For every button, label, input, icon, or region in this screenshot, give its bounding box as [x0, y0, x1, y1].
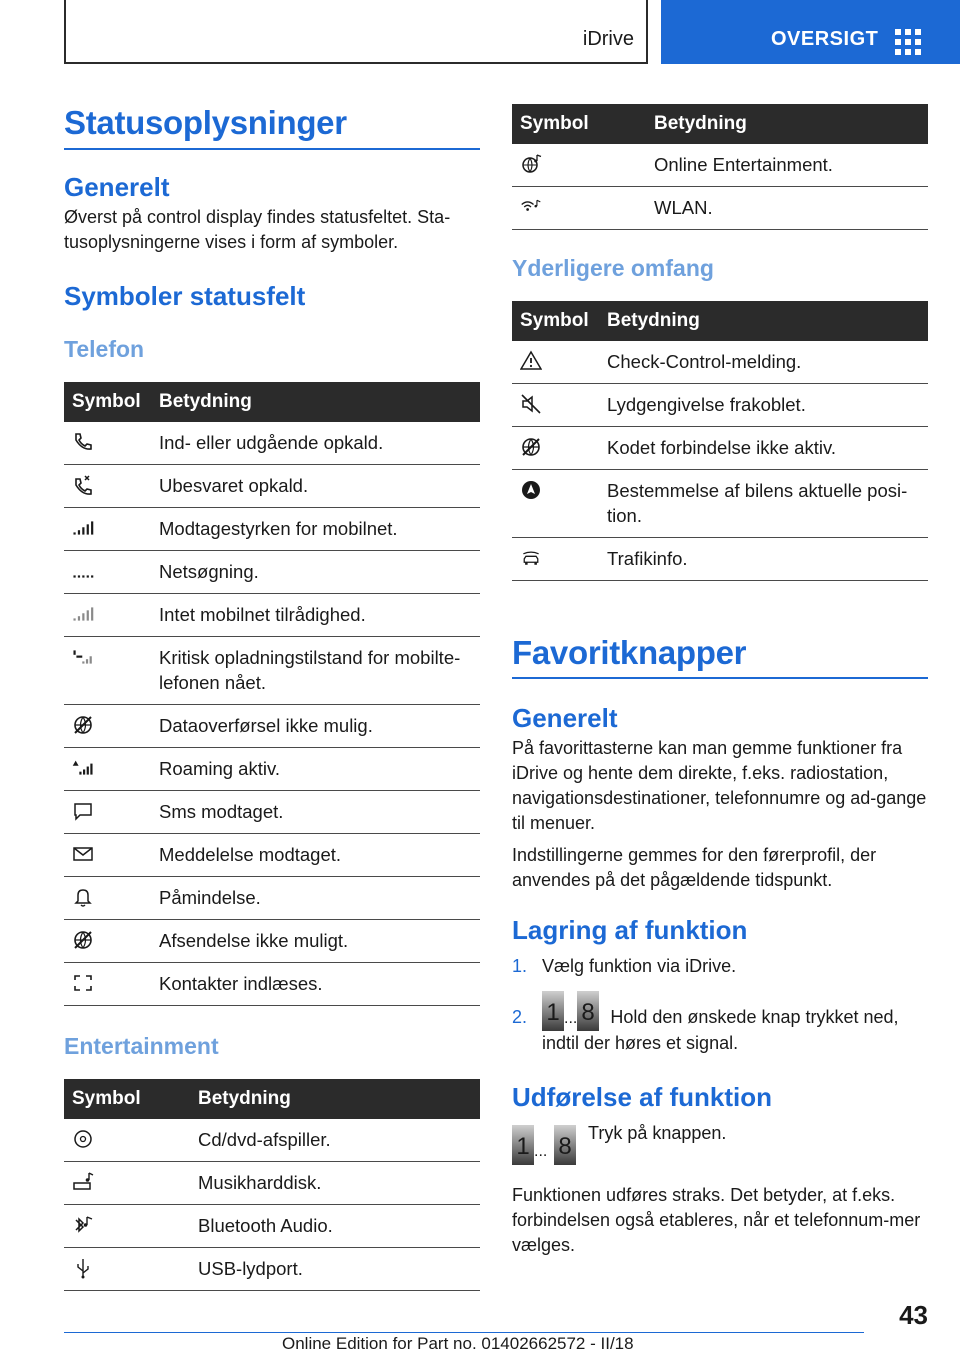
row-text: Bluetooth Audio.: [190, 1205, 480, 1248]
row-text: Kodet forbindelse ikke aktiv.: [599, 427, 928, 470]
step-number: 1.: [512, 956, 528, 976]
table-row: [64, 1205, 480, 1248]
mute-icon: [520, 393, 542, 415]
row-text: Intet mobilnet tilrådighed.: [151, 594, 480, 637]
no-network-icon: [72, 603, 94, 625]
row-text: Ubesvaret opkald.: [151, 465, 480, 508]
table-header-row: [512, 301, 928, 341]
right-column: [512, 104, 928, 1258]
row-text: Kontakter indlæses.: [151, 963, 480, 1006]
table-row: [64, 748, 480, 791]
location-icon: [520, 479, 542, 501]
generelt-text: Øverst på control display findes statusfeltet. Sta-tusoplysningerne vises i form af symboler.: [64, 207, 451, 252]
udforelse-heading: Udførelse af funktion: [512, 1082, 773, 1112]
generelt-heading: Generelt: [64, 172, 170, 202]
table-row: [512, 341, 928, 384]
col-meaning: Betydning: [646, 104, 928, 144]
missed-call-icon: [72, 474, 94, 496]
button-first-label: 1: [546, 999, 560, 1026]
symboler-heading: Symboler statusfelt: [64, 281, 306, 311]
low-battery-icon: [72, 646, 94, 668]
table-row: [64, 1162, 480, 1205]
table-row: [64, 1119, 480, 1162]
table-row: [64, 422, 480, 465]
entertainment-heading: Entertainment: [64, 1033, 219, 1059]
table-row: [64, 465, 480, 508]
page-number: 43: [899, 1300, 928, 1330]
row-text: Netsøgning.: [151, 551, 480, 594]
wlan-icon: [520, 196, 542, 218]
table-row: [64, 705, 480, 748]
usb-icon: [72, 1257, 94, 1279]
row-text: Lydgengivelse frakoblet.: [599, 384, 928, 427]
page-title: Statusoplysninger: [64, 100, 480, 150]
list-item: [512, 991, 928, 1056]
table-header-row: [64, 1079, 480, 1119]
hard-disk-icon: [72, 1171, 94, 1193]
row-text: Afsendelse ikke muligt.: [151, 920, 480, 963]
row-text: Meddelelse modtaget.: [151, 834, 480, 877]
row-text: Bestemmelse af bilens aktuelle posi-tion.: [599, 470, 928, 538]
col-meaning: Betydning: [190, 1079, 480, 1119]
tab-idrive-label: iDrive: [582, 28, 634, 50]
udforelse-text: Tryk på knappen.: [588, 1123, 727, 1143]
table-row: [64, 637, 480, 705]
col-symbol: Symbol: [512, 301, 599, 341]
tab-overview-label: OVERSIGT: [771, 28, 879, 50]
send-failed-icon: [72, 929, 94, 951]
table-row: [64, 1248, 480, 1291]
table-row: [64, 877, 480, 920]
row-text: Cd/dvd-afspiller.: [190, 1119, 480, 1162]
row-text: Påmindelse.: [151, 877, 480, 920]
col-symbol: Symbol: [64, 382, 151, 422]
bluetooth-audio-icon: [72, 1214, 94, 1236]
network-search-icon: [72, 560, 94, 582]
entertainment-continued-table: [512, 104, 928, 230]
bell-icon: [72, 886, 94, 908]
col-meaning: Betydning: [599, 301, 928, 341]
button-last-label: 8: [581, 999, 596, 1026]
button-ellipsis: ...: [534, 1143, 548, 1160]
table-row: [512, 144, 928, 187]
row-text: Modtagestyrken for mobilnet.: [151, 508, 480, 551]
favorite-button-8-icon: [554, 1125, 576, 1165]
favorite-button-8-icon: [577, 991, 599, 1031]
favorit-title: Favoritknapper: [512, 634, 928, 679]
table-header-row: [512, 104, 928, 144]
table-row: [512, 470, 928, 538]
row-text: Trafikinfo.: [599, 538, 928, 581]
telefon-table: [64, 382, 480, 1006]
step-text: Vælg funktion via iDrive.: [542, 956, 737, 976]
code-disabled-icon: [520, 436, 542, 458]
fav-generelt-p1: På favorittasterne kan man gemme funktioner fra iDrive og hente dem direkte, f.eks. radiostation, navigationsdestinationer, telefonnumre og ad-gange til menuer.: [512, 738, 927, 833]
table-row: [512, 384, 928, 427]
table-row: [64, 963, 480, 1006]
table-row: [64, 834, 480, 877]
favorite-button-1-icon: [512, 1125, 534, 1165]
phone-call-icon: [72, 431, 94, 453]
telefon-heading: Telefon: [64, 336, 145, 362]
yderligere-table: [512, 301, 928, 581]
row-text: Check-Control-melding.: [599, 341, 928, 384]
button-ellipsis: ...: [564, 1010, 578, 1027]
udforelse-block: [512, 1125, 928, 1169]
fav-generelt-p2: Indstillingerne gemmes for den førerprofil, der anvendes på det pågældende tidspunkt.: [512, 845, 877, 890]
row-text: Ind- eller udgående opkald.: [151, 422, 480, 465]
row-text: USB-lydport.: [190, 1248, 480, 1291]
col-symbol: Symbol: [512, 104, 646, 144]
table-row: [64, 551, 480, 594]
traffic-info-icon: [520, 547, 542, 569]
tab-overview[interactable]: [661, 0, 960, 64]
list-item: [512, 954, 928, 979]
tab-idrive[interactable]: [64, 0, 648, 64]
warning-icon: [520, 350, 542, 372]
sms-icon: [72, 800, 94, 822]
left-column: [64, 100, 480, 1291]
row-text: WLAN.: [646, 187, 928, 230]
row-text: Roaming aktiv.: [151, 748, 480, 791]
row-text: Online Entertainment.: [646, 144, 928, 187]
signal-strength-icon: [72, 517, 94, 539]
favorite-button-1-icon: [542, 991, 564, 1031]
entertainment-table: [64, 1079, 480, 1291]
grid-icon: [895, 29, 921, 55]
table-header-row: [64, 382, 480, 422]
online-entertainment-icon: [520, 153, 542, 175]
udforelse-p2: Funktionen udføres straks. Det betyder, at f.eks. forbindelsen også etableres, når et telefonnum-mer vælges.: [512, 1185, 921, 1255]
lagring-heading: Lagring af funktion: [512, 915, 748, 945]
no-data-icon: [72, 714, 94, 736]
row-text: Sms modtaget.: [151, 791, 480, 834]
yderligere-heading: Yderligere omfang: [512, 255, 714, 281]
table-row: [64, 791, 480, 834]
table-row: [512, 427, 928, 470]
step-number: 2.: [512, 1007, 528, 1027]
table-row: [64, 920, 480, 963]
fav-generelt-heading: Generelt: [512, 703, 618, 733]
table-row: [512, 538, 928, 581]
row-text: Dataoverførsel ikke mulig.: [151, 705, 480, 748]
row-text: Musikharddisk.: [190, 1162, 480, 1205]
row-text: Kritisk opladningstilstand for mobilte-lefonen nået.: [151, 637, 480, 705]
table-row: [64, 594, 480, 637]
step-text: Hold den ønskede knap trykket ned, indtil der høres et signal.: [542, 1007, 899, 1053]
lagring-steps: [512, 954, 928, 1056]
col-symbol: Symbol: [64, 1079, 190, 1119]
table-row: [64, 508, 480, 551]
button-last-label: 8: [558, 1133, 572, 1160]
table-row: [512, 187, 928, 230]
disc-icon: [72, 1128, 94, 1150]
contacts-loading-icon: [72, 972, 94, 994]
envelope-icon: [72, 843, 94, 865]
button-first-label: 1: [516, 1133, 530, 1160]
footer-edition: Online Edition for Part no. 01402662572 - II/18: [282, 1334, 634, 1353]
col-meaning: Betydning: [151, 382, 480, 422]
footer-divider: [64, 1332, 864, 1333]
roaming-icon: [72, 757, 94, 779]
